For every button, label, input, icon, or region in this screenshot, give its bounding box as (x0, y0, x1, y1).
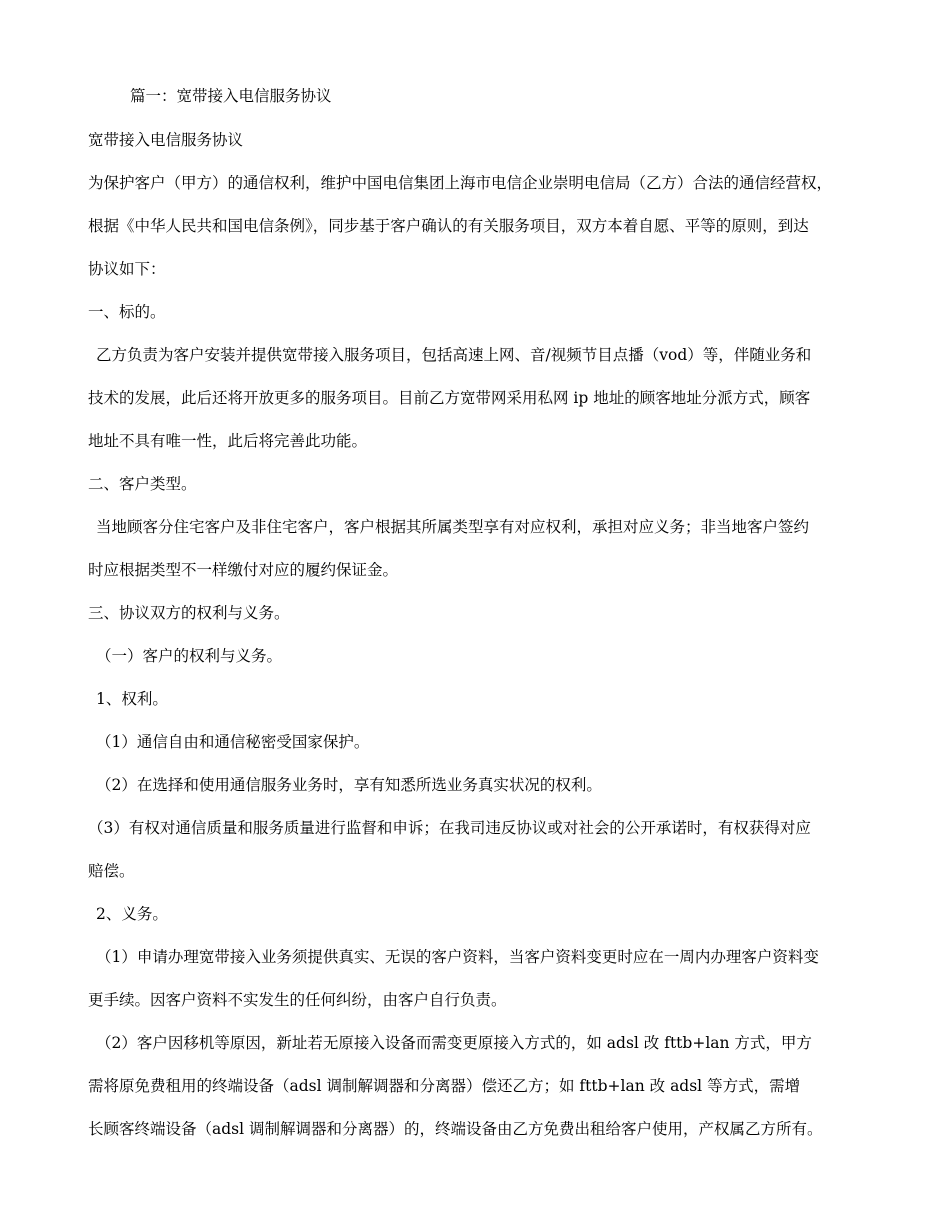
paragraph-line: 赔偿。 (88, 862, 135, 880)
list-item: （2）在选择和使用通信服务业务时，享有知悉所选业务真实状况的权利。 (96, 776, 602, 794)
list-item: （1）通信自由和通信秘密受国家保护。 (96, 733, 370, 751)
item-heading: 2、义务。 (96, 905, 168, 923)
paragraph-line: 当地顾客分住宅客户及非住宅客户，客户根据其所属类型享有对应权利，承担对应义务；非当地客户签约 (96, 518, 810, 536)
document-title: 宽带接入电信服务协议 (88, 131, 244, 149)
paragraph-line: 乙方负责为客户安装并提供宽带接入服务项目，包括高速上网、音/视频节目点播（vod）等，伴随业务和 (96, 346, 812, 364)
section-heading: 二、客户类型。 (88, 475, 197, 493)
paragraph-line: 根据《中华人民共和国电信条例》，同步基于客户确认的有关服务项目，双方本着自愿、平等的原则，到达 (88, 217, 809, 235)
paragraph-line: 时应根据类型不一样缴付对应的履约保证金。 (88, 561, 399, 579)
list-item: （2）客户因移机等原因，新址若无原接入设备而需变更原接入方式的，如 adsl 改 fttb+lan 方式，甲方 (96, 1034, 812, 1052)
paragraph-line: 长顾客终端设备（adsl 调制解调器和分离器）的，终端设备由乙方免费出租给客户使用，产权属乙方所有。 (88, 1120, 823, 1138)
paragraph-line: 为保护客户（甲方）的通信权利，维护中国电信集团上海市电信企业崇明电信局（乙方）合法的通信经营权， (88, 174, 833, 192)
section-heading: 三、协议双方的权利与义务。 (88, 604, 290, 622)
paragraph-line: 协议如下： (88, 260, 166, 278)
paragraph-line: 更手续。因客户资料不实发生的任何纠纷，由客户自行负责。 (88, 991, 507, 1009)
subsection-heading: （一）客户的权利与义务。 (96, 647, 283, 665)
paragraph-line: 需将原免费租用的终端设备（adsl 调制解调器和分离器）偿还乙方；如 fttb+lan 改 adsl 等方式，需增 (88, 1077, 801, 1095)
list-item: （3）有权对通信质量和服务质量进行监督和申诉；在我司违反协议或对社会的公开承诺时，有权获得对应 (88, 819, 811, 837)
item-heading: 1、权利。 (96, 690, 168, 708)
paragraph-line: 技术的发展，此后还将开放更多的服务项目。目前乙方宽带网采用私网 ip 地址的顾客地址分派方式，顾客 (88, 389, 811, 407)
list-item: （1）申请办理宽带接入业务须提供真实、无误的客户资料，当客户资料变更时应在一周内办理客户资料变 (96, 948, 819, 966)
document-heading: 篇一：宽带接入电信服务协议 (130, 87, 332, 105)
section-heading: 一、标的。 (88, 303, 166, 321)
paragraph-line: 地址不具有唯一性，此后将完善此功能。 (88, 432, 368, 450)
